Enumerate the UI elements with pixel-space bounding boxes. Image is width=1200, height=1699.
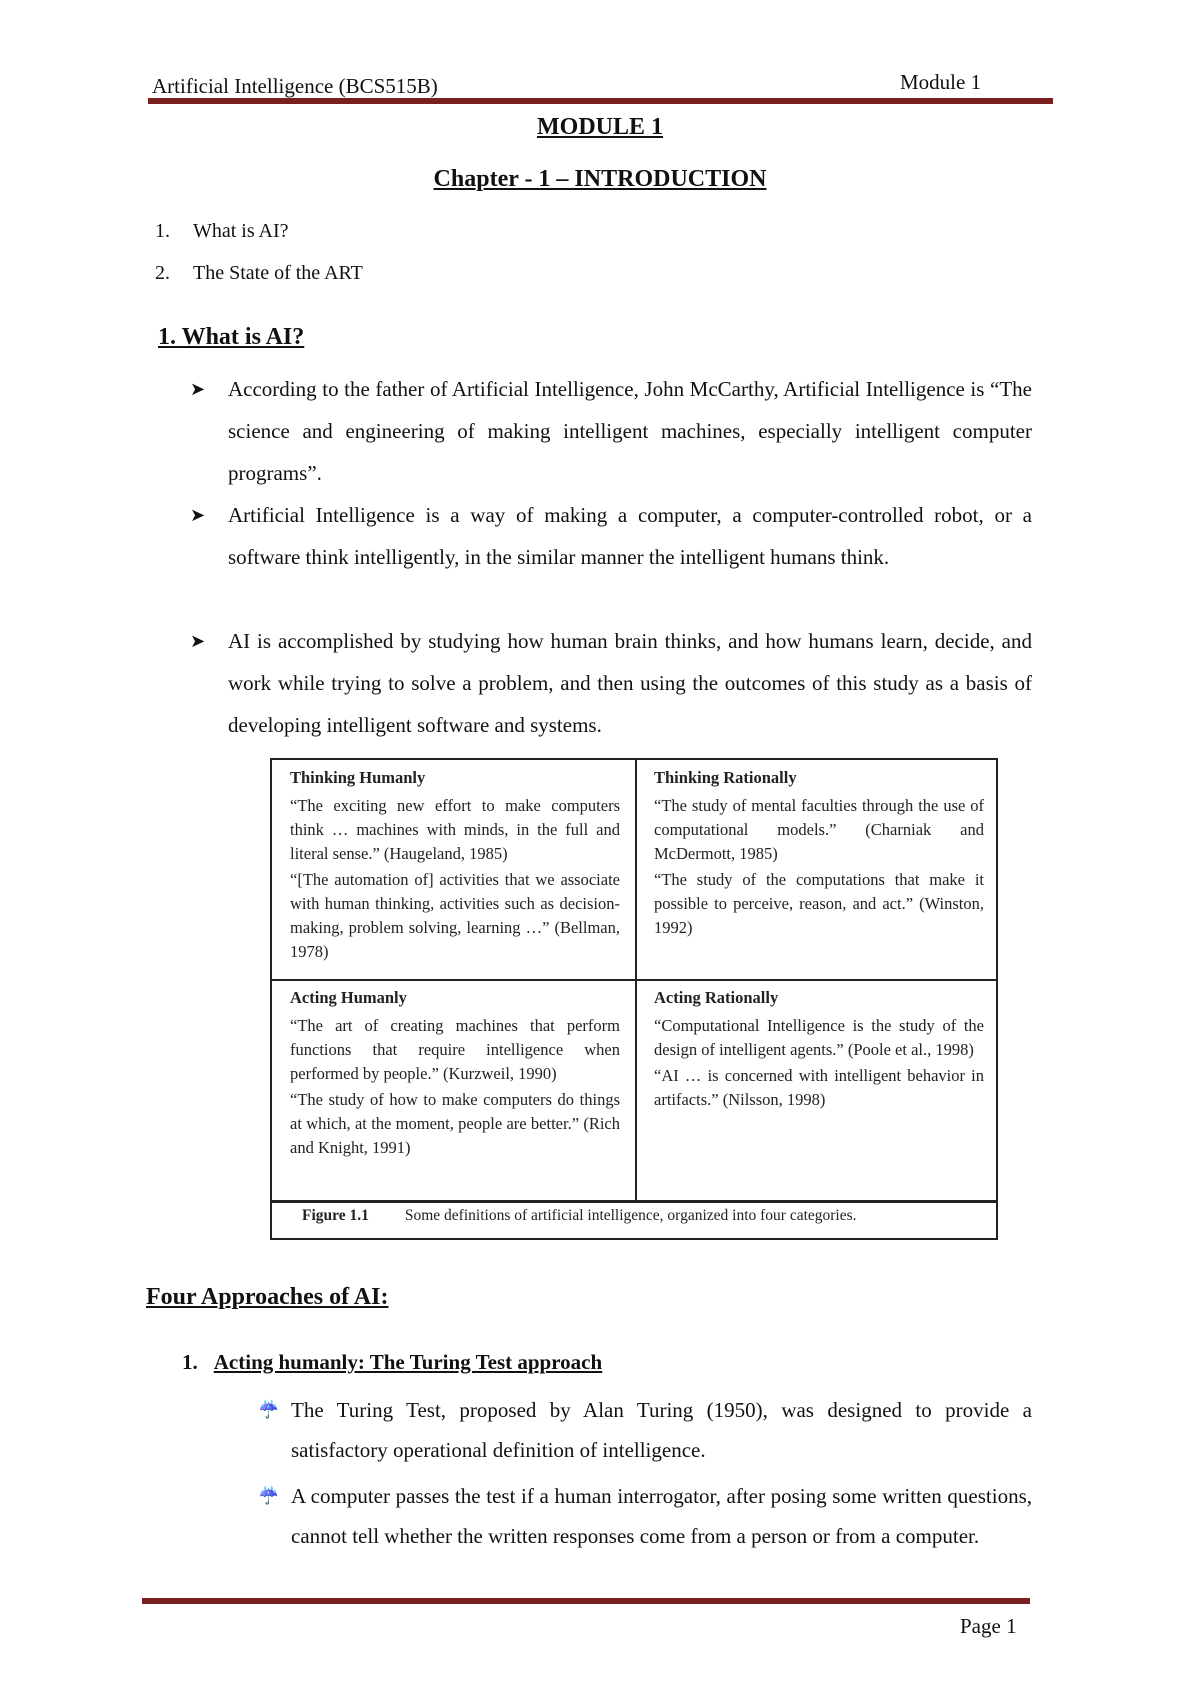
toc-text: What is AI? (193, 220, 289, 242)
cell-quote: “Computational Intelligence is the study of the design of intelligent agents.” (Poole et al., 1998) (654, 1016, 984, 1059)
list-item (190, 368, 1032, 494)
cell-acting-rationally (654, 986, 984, 1114)
module-title: MODULE 1 (537, 114, 663, 140)
figure-caption (302, 1207, 857, 1225)
toc-text: The State of the ART (193, 262, 363, 284)
list-item (190, 494, 1032, 578)
cell-quote: “The art of creating machines that perform functions that require intelligence when performed by people.” (Kurzweil, 1990) (290, 1016, 620, 1083)
cell-quote: “The study of mental faculties through the use of computational models.” (Charniak and McDermott, 1985) (654, 796, 984, 863)
arrow-bullet-icon: ➤ (190, 505, 206, 525)
chapter-title: Chapter - 1 – INTRODUCTION (433, 166, 767, 192)
figure-ai-definitions (270, 758, 998, 1240)
umbrella-bullet-icon: ☔ (258, 1400, 280, 1419)
toc-number: 1. (155, 220, 170, 242)
list-item (190, 620, 1032, 746)
umbrella-bullet-icon: ☔ (258, 1486, 280, 1505)
cell-quote: “AI … is concerned with intelligent behavior in artifacts.” (Nilsson, 1998) (654, 1066, 984, 1109)
bullet-text: A computer passes the test if a human interrogator, after posing some written questions, cannot tell whether the written responses come from a person or from a computer. (291, 1484, 1032, 1548)
toc-item (155, 220, 289, 243)
subsection-heading (182, 1350, 602, 1375)
page-number: Page 1 (960, 1614, 1017, 1638)
cell-thinking-humanly (290, 766, 620, 966)
cell-quote: “The exciting new effort to make computers think … machines with minds, in the full and literal sense.” (Haugeland, 1985) (290, 796, 620, 863)
bullet-text: According to the father of Artificial Intelligence, John McCarthy, Artificial Intelligence is “The science and engineering of making intelligent machines, especially intelligent computer programs”. (228, 377, 1032, 485)
figure-caption-label: Figure 1.1 (302, 1207, 369, 1224)
bullet-text: AI is accomplished by studying how human brain thinks, and how humans learn, decide, and work while trying to solve a problem, and then using the outcomes of this study as a basis of developing intelligent software and systems. (228, 629, 1032, 737)
arrow-bullet-icon: ➤ (190, 379, 206, 399)
bullet-text: The Turing Test, proposed by Alan Turing (1950), was designed to provide a satisfactory operational definition of intelligence. (291, 1398, 1032, 1462)
header-divider (148, 98, 1053, 104)
cell-quote: “[The automation of] activities that we associate with human thinking, activities such as decision-making, problem solving, learning …” (Bellman, 1978) (290, 870, 620, 961)
list-item (258, 1476, 1032, 1556)
bullet-text: Artificial Intelligence is a way of making a computer, a computer-controlled robot, or a software think intelligently, in the similar manner the intelligent humans think. (228, 503, 1032, 569)
section-heading-what-is-ai: 1. What is AI? (158, 324, 305, 350)
cell-quote: “The study of how to make computers do things at which, at the moment, people are better.” (Rich and Knight, 1991) (290, 1090, 620, 1157)
cell-thinking-rationally (654, 766, 984, 942)
list-item (258, 1390, 1032, 1470)
toc-number: 2. (155, 262, 170, 284)
cell-quote: “The study of the computations that make it possible to perceive, reason, and act.” (Winston, 1992) (654, 870, 984, 937)
section-heading-four-approaches: Four Approaches of AI: (146, 1284, 389, 1310)
cell-heading: Acting Rationally (654, 988, 779, 1007)
header-course: Artificial Intelligence (BCS515B) (152, 74, 438, 98)
subsection-title: Acting humanly: The Turing Test approach (213, 1350, 603, 1374)
cell-acting-humanly (290, 986, 620, 1162)
toc-item (155, 262, 363, 285)
cell-heading: Thinking Humanly (290, 768, 426, 787)
figure-horizontal-divider (272, 979, 996, 981)
header-module: Module 1 (900, 70, 982, 94)
figure-caption-divider (272, 1200, 996, 1203)
footer-divider (142, 1598, 1030, 1604)
arrow-bullet-icon: ➤ (190, 631, 206, 651)
cell-heading: Thinking Rationally (654, 768, 797, 787)
cell-heading: Acting Humanly (290, 988, 407, 1007)
subsection-number: 1. (182, 1350, 198, 1374)
figure-caption-text: Some definitions of artificial intelligence, organized into four categories. (404, 1207, 857, 1224)
